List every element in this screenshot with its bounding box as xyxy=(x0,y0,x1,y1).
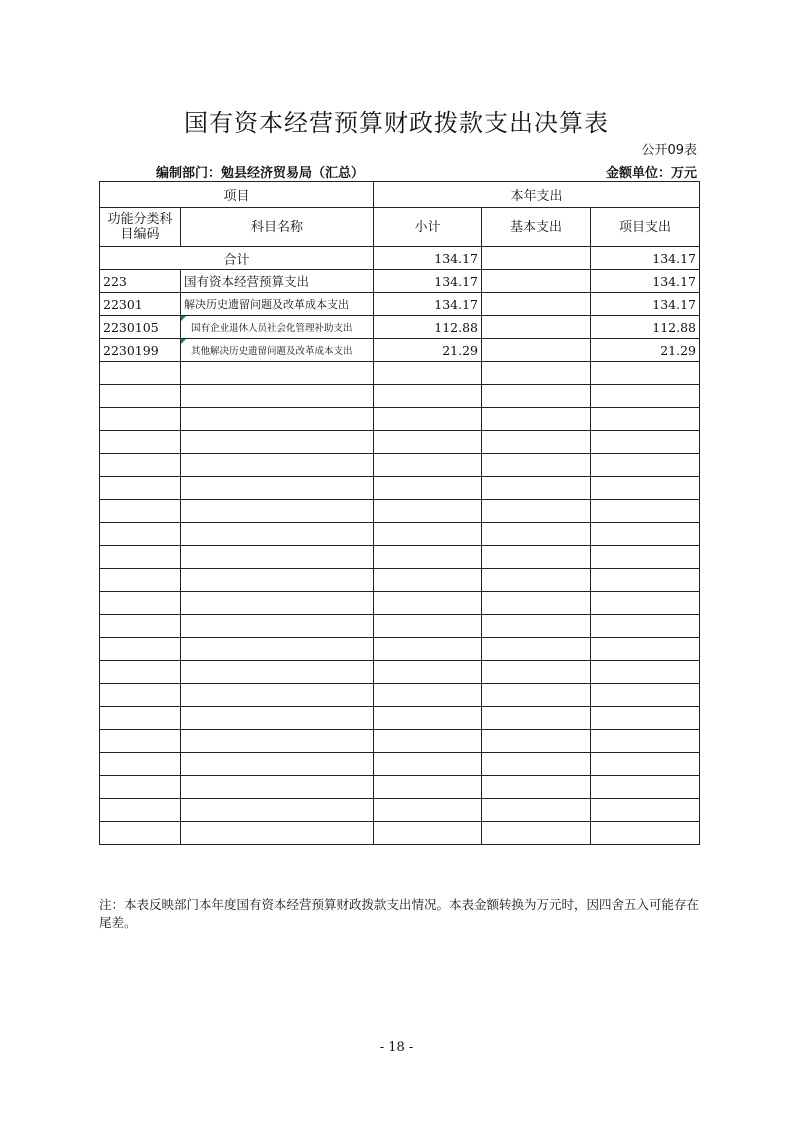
row-name: 其他解决历史遗留问题及改革成本支出 xyxy=(181,339,374,362)
empty-row xyxy=(100,500,700,523)
row-basic xyxy=(482,339,591,362)
total-project: 134.17 xyxy=(591,247,700,270)
table-row xyxy=(100,270,700,293)
project-spend-header: 项目支出 xyxy=(591,208,700,247)
empty-row xyxy=(100,546,700,569)
row-code: 22301 xyxy=(100,293,181,316)
table-row xyxy=(100,316,700,339)
empty-row xyxy=(100,638,700,661)
compiling-department: 编制部门：勉县经济贸易局（汇总） xyxy=(156,166,365,181)
total-label: 合计 xyxy=(100,247,374,270)
row-subtotal: 21.29 xyxy=(374,339,482,362)
subject-name-header: 科目名称 xyxy=(181,208,374,247)
row-code: 223 xyxy=(100,270,181,293)
total-row xyxy=(100,247,700,270)
row-code: 2230105 xyxy=(100,316,181,339)
empty-row xyxy=(100,615,700,638)
cell-marker-icon xyxy=(181,339,186,344)
form-number: 公开09表 xyxy=(641,143,697,158)
empty-row xyxy=(100,362,700,385)
page-number: - 18 - xyxy=(379,1040,414,1055)
empty-row xyxy=(100,661,700,684)
footnote: 注：本表反映部门本年度国有资本经营预算财政拨款支出情况。本表金额转换为万元时，因四舍五入可能存在尾差。 xyxy=(99,897,700,930)
basic-header: 基本支出 xyxy=(482,208,591,247)
row-code: 2230199 xyxy=(100,339,181,362)
empty-row xyxy=(100,431,700,454)
current-year-header: 本年支出 xyxy=(374,182,700,208)
empty-row xyxy=(100,776,700,799)
project-header: 项目 xyxy=(100,182,374,208)
row-basic xyxy=(482,293,591,316)
row-name: 国有企业退休人员社会化管理补助支出 xyxy=(181,316,374,339)
empty-row xyxy=(100,477,700,500)
row-project: 21.29 xyxy=(591,339,700,362)
empty-row xyxy=(100,569,700,592)
empty-row xyxy=(100,822,700,845)
row-project: 112.88 xyxy=(591,316,700,339)
empty-row xyxy=(100,707,700,730)
empty-row xyxy=(100,730,700,753)
row-name: 解决历史遗留问题及改革成本支出 xyxy=(181,293,374,316)
empty-row xyxy=(100,753,700,776)
row-project: 134.17 xyxy=(591,270,700,293)
row-subtotal: 134.17 xyxy=(374,270,482,293)
total-subtotal: 134.17 xyxy=(374,247,482,270)
empty-row xyxy=(100,454,700,477)
empty-row xyxy=(100,799,700,822)
row-basic xyxy=(482,270,591,293)
empty-row xyxy=(100,408,700,431)
expenditure-table xyxy=(99,181,700,845)
row-project: 134.17 xyxy=(591,293,700,316)
empty-row xyxy=(100,592,700,615)
empty-row xyxy=(100,684,700,707)
cell-marker-icon xyxy=(181,316,186,321)
empty-row xyxy=(100,385,700,408)
amount-unit: 金额单位：万元 xyxy=(605,166,697,181)
header-row-2 xyxy=(100,208,700,247)
row-name: 国有资本经营预算支出 xyxy=(181,270,374,293)
header-row-1 xyxy=(100,182,700,208)
empty-row xyxy=(100,523,700,546)
page-title: 国有资本经营预算财政拨款支出决算表 xyxy=(184,109,609,137)
table-row xyxy=(100,339,700,362)
table-row xyxy=(100,293,700,316)
total-basic xyxy=(482,247,591,270)
subtotal-header: 小计 xyxy=(374,208,482,247)
row-subtotal: 134.17 xyxy=(374,293,482,316)
row-basic xyxy=(482,316,591,339)
code-header: 功能分类科目编码 xyxy=(100,208,181,247)
row-subtotal: 112.88 xyxy=(374,316,482,339)
